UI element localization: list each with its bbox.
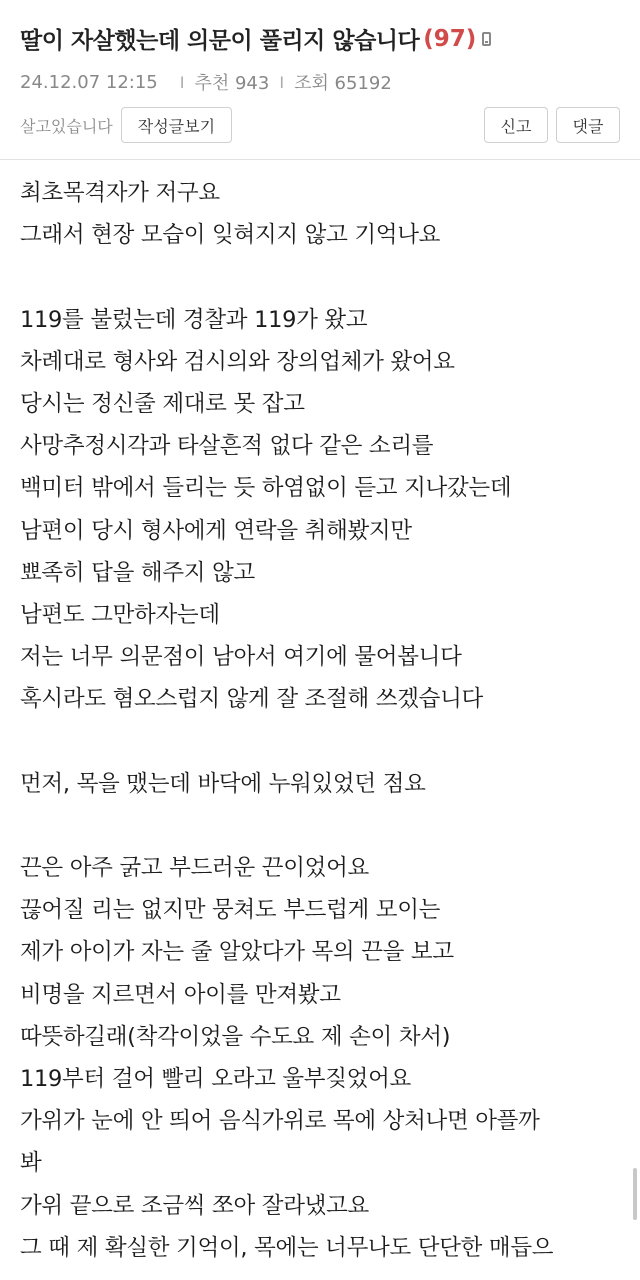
post-meta [20,69,620,95]
body-line: 남편도 그만하자는데 [20,601,220,628]
body-line: 가위 끝으로 조금씩 쪼아 잘라냈고요 [20,1192,369,1219]
title-row [20,22,620,55]
body-line: 최초목격자가 저구요 [20,180,220,206]
body-line: 그래서 현장 모습이 잊혀지지 않고 기억나요 [20,222,441,249]
author-name[interactable]: 살고있습니다 [20,116,113,136]
body-line [20,805,620,847]
body-line: 뾰족히 답을 해주지 않고 [20,559,255,586]
body-line: 백미터 밖에서 들리는 듯 하염없이 듣고 지나갔는데 [20,475,512,502]
body-line: 제가 아이가 자는 줄 알았다가 목의 끈을 보고 [20,939,454,966]
body-line [20,720,620,762]
author-row [20,107,620,143]
body-line [20,256,620,298]
report-button[interactable]: 신고 [484,107,548,143]
body-line: 차례대로 형사와 검시의와 장의업체가 왔어요 [20,348,455,375]
body-line: 끊어질 리는 없지만 뭉쳐도 부드럽게 모이는 [20,897,441,924]
comment-count[interactable]: (97) [423,25,477,52]
body-line: 비명을 지르면서 아이를 만져봤고 [20,981,341,1008]
meta-separator: I [179,72,185,92]
reply-button[interactable]: 댓글 [556,107,620,143]
body-line: 그 때 제 확실한 기억이, 목에는 너무나도 단단한 매듭으 [20,1234,554,1261]
body-line: 먼저, 목을 맸는데 바닥에 누워있었던 점요 [20,770,426,797]
recommend-count: 추천 943 [194,73,270,94]
body-line: 사망추정시각과 타살흔적 없다 같은 소리를 [20,433,434,460]
body-line: 남편이 당시 형사에게 연락을 취해봤지만 [20,517,412,544]
body-line: 혹시라도 혐오스럽지 않게 잘 조절해 쓰겠습니다 [20,686,483,713]
body-line: 끈은 아주 굵고 부드러운 끈이었어요 [20,855,369,881]
body-line: 봐 [20,1150,42,1177]
view-count: 조회 65192 [294,73,392,94]
scrollbar[interactable] [633,1168,637,1220]
body-line: 따뜻하길래(착각이었을 수도요 제 손이 차서) [20,1023,451,1050]
body-line: 119부터 걸어 빨리 오라고 울부짖었어요 [20,1065,411,1092]
meta-separator: I [279,72,285,92]
body-line: 가위가 눈에 안 띄어 음식가위로 목에 상처나면 아플까 [20,1108,540,1135]
body-line: 당시는 정신줄 제대로 못 잡고 [20,390,305,417]
post-body [0,160,640,1269]
view-posts-button[interactable]: 작성글보기 [121,107,232,143]
post-title: 딸이 자살했는데 의문이 풀리지 않습니다 [20,28,420,54]
body-line: 119를 불렀는데 경찰과 119가 왔고 [20,306,368,333]
mobile-icon [482,32,491,46]
post-date: 24.12.07 12:15 [20,71,158,93]
body-line: 저는 너무 의문점이 남아서 여기에 물어봅니다 [20,644,462,671]
post-header [0,0,640,143]
